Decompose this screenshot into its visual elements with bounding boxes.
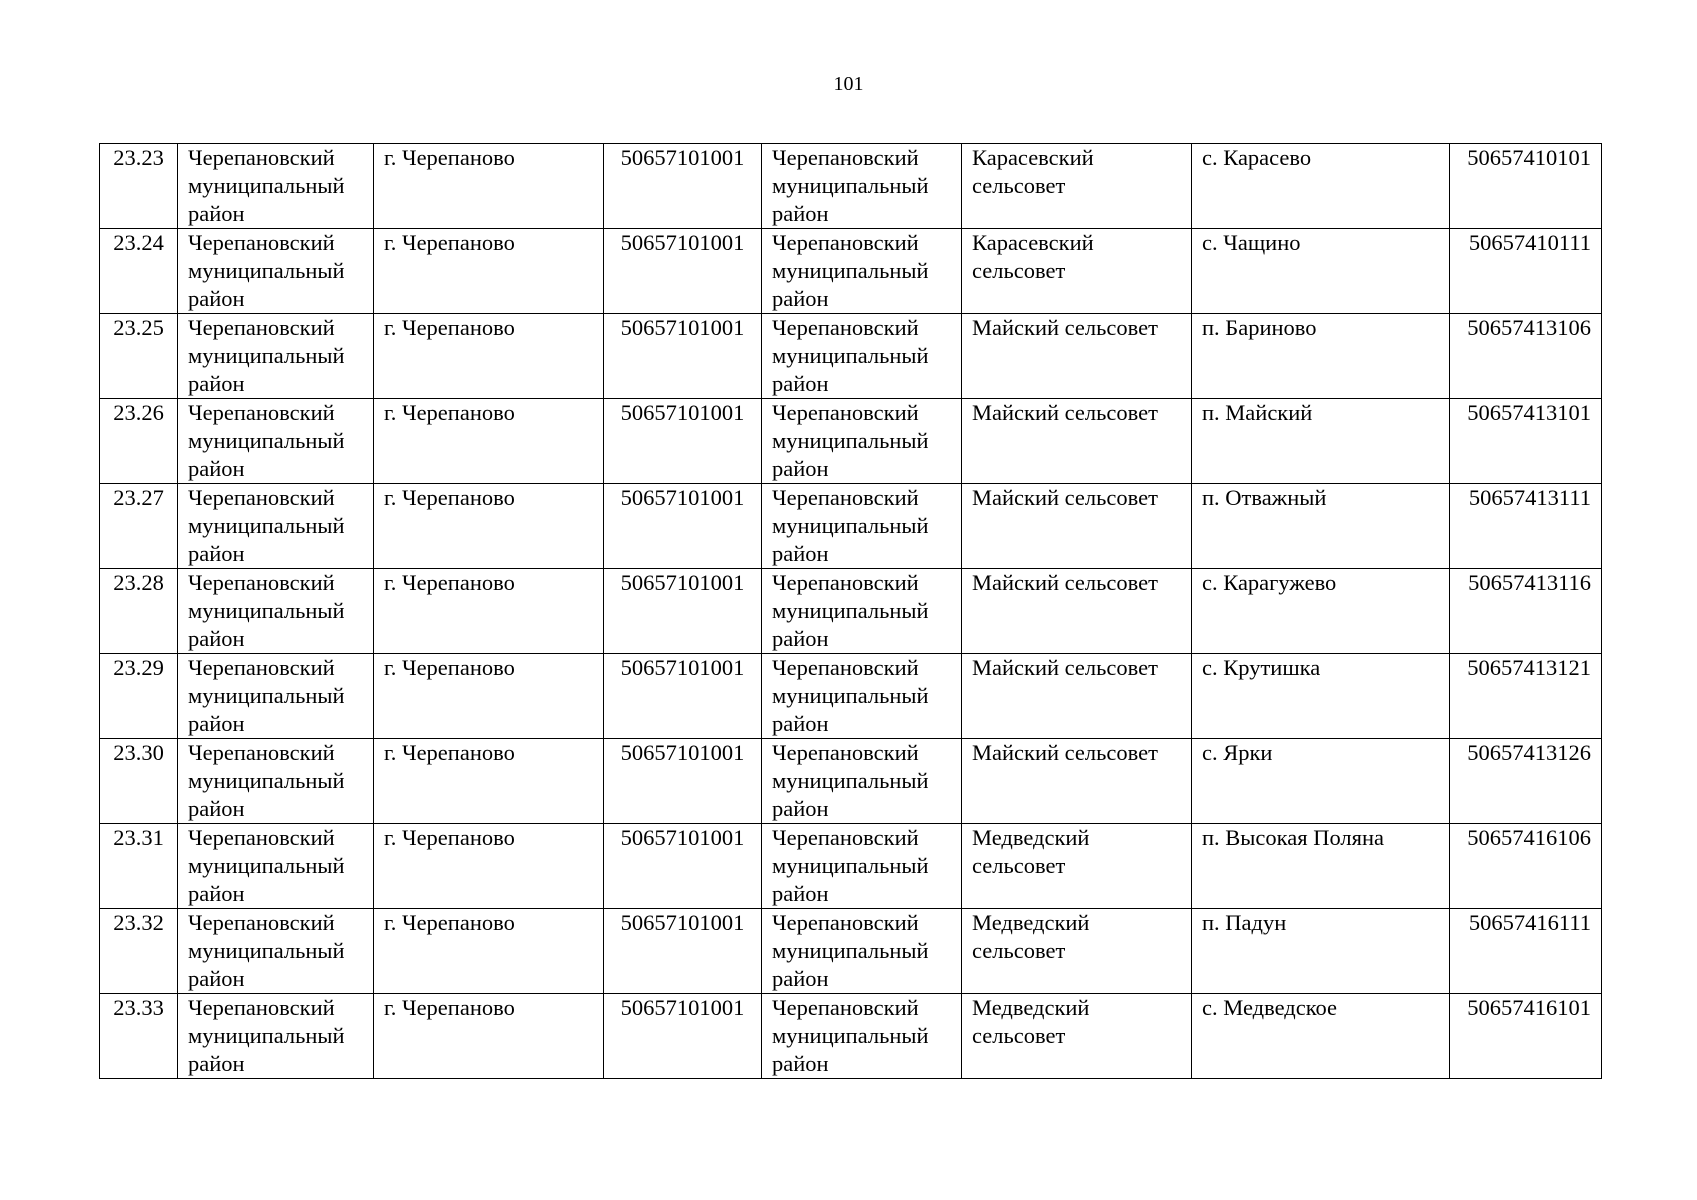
admin-center-cell: г. Черепаново bbox=[374, 739, 604, 824]
admin-center-code-cell: 50657101001 bbox=[604, 824, 762, 909]
locality-code-cell: 50657413121 bbox=[1450, 654, 1602, 739]
locality-cell: с. Карагужево bbox=[1192, 569, 1450, 654]
page-number: 101 bbox=[833, 73, 864, 95]
municipal-district-cell: Черепановский муниципальный район bbox=[762, 994, 962, 1079]
locality-cell: с. Крутишка bbox=[1192, 654, 1450, 739]
settlement-cell: Майский сельсовет bbox=[962, 739, 1192, 824]
table-row bbox=[100, 824, 1602, 909]
locality-code-cell: 50657413126 bbox=[1450, 739, 1602, 824]
row-number-cell: 23.26 bbox=[100, 399, 178, 484]
row-number-cell: 23.25 bbox=[100, 314, 178, 399]
admin-center-cell: г. Черепаново bbox=[374, 314, 604, 399]
district-cell: Черепановский муниципальный район bbox=[178, 144, 374, 229]
admin-center-cell: г. Черепаново bbox=[374, 994, 604, 1079]
municipal-district-cell: Черепановский муниципальный район bbox=[762, 484, 962, 569]
admin-center-cell: г. Черепаново bbox=[374, 399, 604, 484]
admin-center-cell: г. Черепаново bbox=[374, 229, 604, 314]
table-row bbox=[100, 569, 1602, 654]
admin-center-code-cell: 50657101001 bbox=[604, 144, 762, 229]
district-cell: Черепановский муниципальный район bbox=[178, 229, 374, 314]
municipal-district-cell: Черепановский муниципальный район bbox=[762, 654, 962, 739]
settlement-cell: Майский сельсовет bbox=[962, 399, 1192, 484]
row-number-cell: 23.29 bbox=[100, 654, 178, 739]
municipal-district-cell: Черепановский муниципальный район bbox=[762, 909, 962, 994]
table-row bbox=[100, 994, 1602, 1079]
row-number-cell: 23.27 bbox=[100, 484, 178, 569]
admin-center-code-cell: 50657101001 bbox=[604, 654, 762, 739]
municipal-district-cell: Черепановский муниципальный район bbox=[762, 399, 962, 484]
locality-code-cell: 50657413106 bbox=[1450, 314, 1602, 399]
table-row bbox=[100, 739, 1602, 824]
settlement-cell: Медведский сельсовет bbox=[962, 994, 1192, 1079]
district-cell: Черепановский муниципальный район bbox=[178, 569, 374, 654]
locality-cell: п. Падун bbox=[1192, 909, 1450, 994]
locality-code-cell: 50657410111 bbox=[1450, 229, 1602, 314]
admin-center-cell: г. Черепаново bbox=[374, 569, 604, 654]
table-row bbox=[100, 484, 1602, 569]
locality-code-cell: 50657416111 bbox=[1450, 909, 1602, 994]
district-cell: Черепановский муниципальный район bbox=[178, 739, 374, 824]
municipal-district-cell: Черепановский муниципальный район bbox=[762, 144, 962, 229]
settlement-cell: Майский сельсовет bbox=[962, 314, 1192, 399]
municipal-district-cell: Черепановский муниципальный район bbox=[762, 739, 962, 824]
locality-cell: с. Ярки bbox=[1192, 739, 1450, 824]
admin-center-cell: г. Черепаново bbox=[374, 484, 604, 569]
table-row bbox=[100, 144, 1602, 229]
district-cell: Черепановский муниципальный район bbox=[178, 654, 374, 739]
locality-code-cell: 50657413111 bbox=[1450, 484, 1602, 569]
district-cell: Черепановский муниципальный район bbox=[178, 824, 374, 909]
municipal-district-cell: Черепановский муниципальный район bbox=[762, 569, 962, 654]
admin-center-code-cell: 50657101001 bbox=[604, 909, 762, 994]
locality-cell: п. Отважный bbox=[1192, 484, 1450, 569]
admin-center-cell: г. Черепаново bbox=[374, 824, 604, 909]
table-row bbox=[100, 399, 1602, 484]
locality-cell: п. Бариново bbox=[1192, 314, 1450, 399]
municipal-district-cell: Черепановский муниципальный район bbox=[762, 824, 962, 909]
district-cell: Черепановский муниципальный район bbox=[178, 994, 374, 1079]
locality-cell: с. Карасево bbox=[1192, 144, 1450, 229]
admin-center-cell: г. Черепаново bbox=[374, 909, 604, 994]
district-cell: Черепановский муниципальный район bbox=[178, 484, 374, 569]
table-body bbox=[100, 144, 1602, 1079]
locality-code-cell: 50657416101 bbox=[1450, 994, 1602, 1079]
table-row bbox=[100, 654, 1602, 739]
row-number-cell: 23.32 bbox=[100, 909, 178, 994]
district-cell: Черепановский муниципальный район bbox=[178, 909, 374, 994]
settlement-cell: Карасевский сельсовет bbox=[962, 144, 1192, 229]
row-number-cell: 23.24 bbox=[100, 229, 178, 314]
admin-center-code-cell: 50657101001 bbox=[604, 314, 762, 399]
row-number-cell: 23.28 bbox=[100, 569, 178, 654]
admin-center-code-cell: 50657101001 bbox=[604, 229, 762, 314]
table-row bbox=[100, 229, 1602, 314]
district-cell: Черепановский муниципальный район bbox=[178, 399, 374, 484]
locality-code-cell: 50657416106 bbox=[1450, 824, 1602, 909]
locality-code-cell: 50657413116 bbox=[1450, 569, 1602, 654]
locality-code-cell: 50657413101 bbox=[1450, 399, 1602, 484]
settlement-cell: Медведский сельсовет bbox=[962, 909, 1192, 994]
admin-center-code-cell: 50657101001 bbox=[604, 484, 762, 569]
settlement-cell: Карасевский сельсовет bbox=[962, 229, 1192, 314]
locality-code-cell: 50657410101 bbox=[1450, 144, 1602, 229]
locality-cell: п. Высокая Поляна bbox=[1192, 824, 1450, 909]
settlement-cell: Майский сельсовет bbox=[962, 654, 1192, 739]
admin-center-cell: г. Черепаново bbox=[374, 144, 604, 229]
row-number-cell: 23.33 bbox=[100, 994, 178, 1079]
municipal-table bbox=[99, 143, 1602, 1079]
row-number-cell: 23.30 bbox=[100, 739, 178, 824]
municipal-district-cell: Черепановский муниципальный район bbox=[762, 229, 962, 314]
row-number-cell: 23.31 bbox=[100, 824, 178, 909]
settlement-cell: Майский сельсовет bbox=[962, 569, 1192, 654]
settlement-cell: Медведский сельсовет bbox=[962, 824, 1192, 909]
admin-center-code-cell: 50657101001 bbox=[604, 399, 762, 484]
admin-center-code-cell: 50657101001 bbox=[604, 994, 762, 1079]
municipal-district-cell: Черепановский муниципальный район bbox=[762, 314, 962, 399]
locality-cell: с. Чащино bbox=[1192, 229, 1450, 314]
admin-center-code-cell: 50657101001 bbox=[604, 739, 762, 824]
admin-center-cell: г. Черепаново bbox=[374, 654, 604, 739]
admin-center-code-cell: 50657101001 bbox=[604, 569, 762, 654]
settlement-cell: Майский сельсовет bbox=[962, 484, 1192, 569]
locality-cell: п. Майский bbox=[1192, 399, 1450, 484]
locality-cell: с. Медведское bbox=[1192, 994, 1450, 1079]
table-row bbox=[100, 909, 1602, 994]
district-cell: Черепановский муниципальный район bbox=[178, 314, 374, 399]
row-number-cell: 23.23 bbox=[100, 144, 178, 229]
table-row bbox=[100, 314, 1602, 399]
